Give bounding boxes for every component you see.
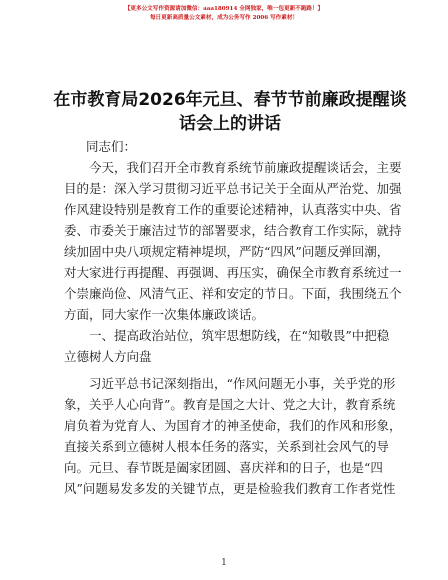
text-line: 今天，我们召开全市教育系统节前廉政提醒谈话会，主要 [64, 160, 402, 175]
document-title [52, 88, 408, 136]
text-line: 续加固中央八项规定精神堤坝，严防“四风”问题反弹回潮， [64, 244, 390, 259]
text-line: 作风建设特别是教育工作的重要论述精神，认真落实中央、省 [64, 202, 402, 217]
intro-paragraph [64, 157, 402, 325]
text-line: 对大家进行再提醒、再强调、再压实，确保全市教育系统过一 [64, 265, 402, 280]
promo-banner-line-2: 每日更新高质量公文素材，成为公务写作 2006 写作素材！ [149, 15, 299, 21]
document-title-line-1: 在市教育局2026年元旦、春节节前廉政提醒谈 [53, 90, 407, 110]
text-line: 委、市委关于廉洁过节的部署要求，结合教育工作实际，就持 [64, 223, 402, 238]
heading-line: 立德树人方向盘 [64, 349, 152, 364]
document-title-line-2: 话会上的讲话 [179, 114, 281, 134]
text-line: 肩负着为党育人、为国育才的神圣使命，我们的作风和形象， [64, 418, 402, 433]
text-line: 习近平总书记深刻指出，“作风问题无小事，关乎党的形 [64, 376, 396, 391]
text-line: 目的是：深入学习贯彻习近平总书记关于全面从严治党、加强 [64, 181, 402, 196]
text-line: 方面，同大家作一次集体廉政谈话。 [64, 307, 265, 322]
text-line: 向。元旦、春节既是阖家团圆、喜庆祥和的日子，也是“四 [64, 460, 383, 475]
heading-line: 一、提高政治站位，筑牢思想防线，在“知敬畏”中把稳 [64, 328, 390, 343]
promo-banner [0, 5, 448, 23]
promo-banner-line-1: 【更多公文写作资源请加微信：aaa180914 全网独家，唯一包更新不跑路！】 [124, 6, 324, 12]
salutation: 同志们： [86, 139, 137, 154]
page-number: 1 [221, 558, 227, 568]
text-line: 风”问题易发多发的关键节点，更是检验我们教育工作者党性 [64, 481, 396, 496]
text-line: 个崇廉尚俭、风清气正、祥和安定的节日。下面，我围绕五个 [64, 286, 402, 301]
body-paragraph-2 [64, 373, 402, 499]
text-line: 象，关乎人心向背”。教育是国之大计、党之大计，教育系统 [64, 397, 396, 412]
section-heading-1 [64, 325, 390, 367]
text-line: 直接关系到立德树人根本任务的落实，关系到社会风气的导 [64, 439, 390, 454]
